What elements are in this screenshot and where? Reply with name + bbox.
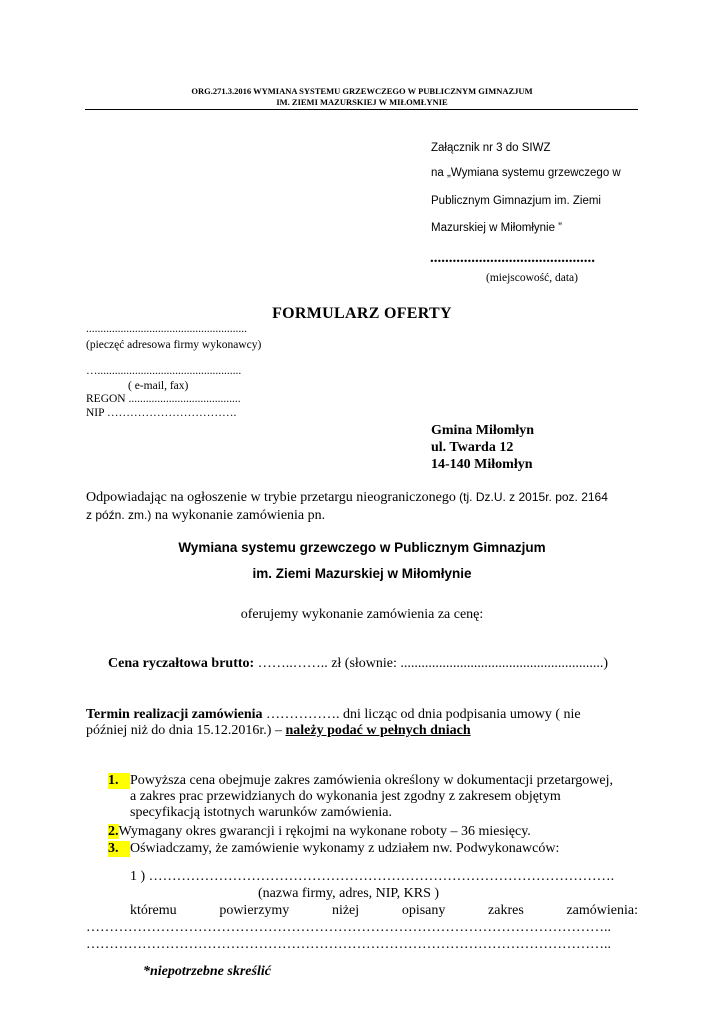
stamp-label: (pieczęć adresowa firmy wykonawcy) — [86, 339, 262, 351]
price-line — [108, 656, 608, 672]
item-2 — [108, 824, 531, 840]
attachment-line-2: na „Wymiana systemu grzewczego w — [431, 167, 621, 179]
word-2: powierzymy — [219, 903, 290, 918]
subject-line-2: im. Ziemi Mazurskiej w Miłomłynie — [252, 566, 472, 581]
header-line-2: IM. ZIEMI MAZURSKIEJ W MIŁOMŁYNIE — [276, 97, 448, 107]
intro-line-1 — [86, 490, 608, 506]
word-3: niżej — [331, 903, 360, 918]
recipient-line-1: Gmina Miłomłyn — [431, 423, 535, 438]
subcontractor-label: (nazwa firmy, adres, NIP, KRS ) — [258, 886, 440, 901]
contact-dots: ….................................................. — [86, 365, 242, 377]
deadline-emphasis: należy podać w pełnych dniach — [285, 723, 471, 738]
recipient-line-3: 14-140 Miłomłyn — [431, 457, 533, 472]
deadline-text-2: później niż do dnia 15.12.2016r.) – — [86, 723, 286, 738]
item-1 — [108, 773, 613, 789]
word-1: któremu — [130, 903, 177, 918]
place-date-label: (miejscowość, data) — [486, 272, 578, 284]
contact-label: ( e-mail, fax) — [128, 380, 189, 392]
item-3-number: 3. — [108, 841, 130, 857]
page-title: FORMULARZ OFERTY — [272, 305, 452, 322]
intro-text-2: na wykonanie zamówienia pn. — [151, 508, 326, 523]
nip-field: NIP ……………………………. — [86, 407, 237, 419]
regon-field: REGON ....................................... — [86, 393, 241, 405]
offer-text: oferujemy wykonanie zamówienia za cenę: — [240, 607, 484, 622]
deadline-line-2 — [86, 723, 471, 739]
deadline-line-1 — [86, 707, 638, 723]
footnote: *niepotrzebne skreślić — [143, 964, 271, 979]
subject-line-1: Wymiana systemu grzewczego w Publicznym Gimnazjum — [178, 540, 546, 555]
intro-text-1: Odpowiadając na ogłoszenie w trybie przetargu nieograniczonego — [86, 490, 456, 505]
deadline-label: Termin realizacji zamówienia — [86, 707, 263, 722]
recipient-line-2: ul. Twarda 12 — [431, 440, 514, 455]
subcontractor-scope-line — [130, 903, 638, 919]
scope-dots-1: ………………………………………………………………………………………………….. — [86, 920, 611, 935]
intro-legal-ref-2: z późn. zm.) — [86, 508, 152, 522]
scope-dots-2: ………………………………………………………………………………………………….. — [86, 937, 611, 952]
intro-line-2 — [86, 508, 325, 524]
attachment-line-1: Załącznik nr 3 do SIWZ — [431, 142, 551, 154]
item-1-number: 1. — [108, 773, 130, 789]
word-5: zakres — [488, 903, 524, 918]
item-2-number: 2. — [108, 824, 119, 839]
item-3 — [108, 841, 559, 857]
word-4: opisany — [401, 903, 446, 918]
intro-legal-ref-1: (tj. Dz.U. z 2015r. poz. 2164 — [455, 490, 608, 504]
header-line-1: ORG.271.3.2016 WYMIANA SYSTEMU GRZEWCZEGO W PUBLICZNYM GIMNAZJUM — [191, 86, 533, 96]
deadline-text-1: ……………. dni licząc od dnia podpisania umowy ( nie — [262, 707, 581, 722]
item-2-line-1: Wymagany okres gwarancji i rękojmi na wykonane roboty – 36 miesięcy. — [118, 824, 531, 839]
subcontractor-line: 1 ) ………………………………………………………………………………………. — [130, 869, 615, 884]
item-3-line-1: Oświadczamy, że zamówienie wykonamy z udziałem nw. Podwykonawców: — [130, 841, 560, 856]
stamp-dots: ........................................................ — [86, 323, 247, 335]
price-value: ……..…….. zł (słownie: ..........................................................) — [254, 656, 609, 671]
item-1-line-3: specyfikacją istotnych warunków zamówienia. — [130, 805, 393, 820]
header-divider — [85, 109, 638, 110]
item-1-line-2: a zakres prac przewidzianych do wykonania jest zgodny z zakresem objętym — [130, 789, 561, 804]
attachment-line-4: Mazurskiej w Miłomłynie ” — [431, 222, 562, 234]
price-label: Cena ryczałtowa brutto: — [108, 656, 255, 671]
word-6: zamówienia: — [566, 903, 638, 918]
item-1-line-1: Powyższa cena obejmuje zakres zamówienia określony w dokumentacji przetargowej, — [130, 773, 613, 788]
place-date-dots: ............................................ — [430, 250, 595, 266]
attachment-line-3: Publicznym Gimnazjum im. Ziemi — [431, 195, 601, 207]
